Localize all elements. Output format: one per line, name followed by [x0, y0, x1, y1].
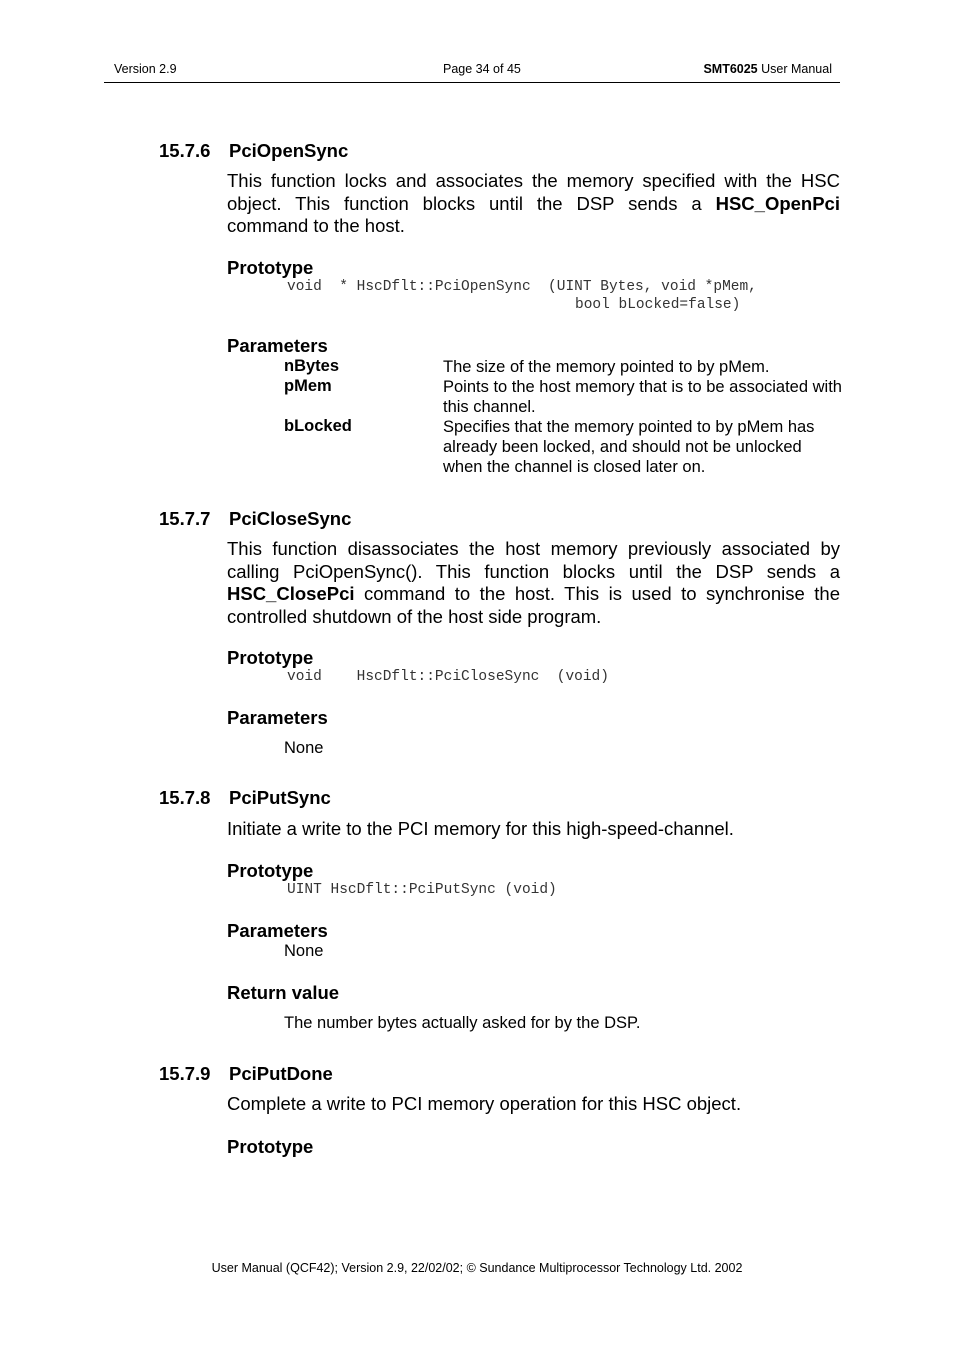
section-description — [227, 538, 840, 628]
prototype-label: Prototype — [227, 257, 314, 278]
header-manual-label: User Manual — [761, 62, 832, 76]
description-command: HSC_OpenPci — [715, 192, 840, 214]
section-heading-pciclosesync — [159, 508, 351, 530]
section-heading-pciputdone — [159, 1063, 333, 1085]
return-value-text: The number bytes actually asked for by the DSP. — [284, 1014, 641, 1032]
section-title: PciPutSync — [229, 787, 331, 808]
prototype-code-line: UINT HscDflt::PciPutSync (void) — [287, 882, 557, 898]
section-number: 15.7.8 — [159, 787, 211, 808]
description-command: HSC_ClosePci — [227, 583, 355, 604]
prototype-label: Prototype — [227, 860, 314, 881]
section-description — [227, 170, 840, 238]
param-description: Points to the host memory that is to be associated with this channel. — [443, 378, 842, 416]
header-product: SMT6025 — [703, 62, 758, 76]
prototype-label: Prototype — [227, 647, 314, 668]
parameters-none: None — [284, 739, 324, 757]
section-number: 15.7.6 — [159, 140, 211, 161]
param-name: bLocked — [284, 417, 352, 435]
section-title: PciOpenSync — [229, 140, 349, 161]
description-text: command to the host. This is used to synchronise the controlled shutdown of the host side program. — [227, 583, 840, 627]
param-name: pMem — [284, 377, 332, 395]
header-manual-title — [703, 62, 832, 76]
param-description: The size of the memory pointed to by pMem. — [443, 358, 770, 376]
description-text: This function locks and associates the memory specified with the HSC object. This function blocks until the DSP sends a — [227, 170, 840, 214]
section-heading-pciputsync — [159, 787, 331, 809]
parameters-label: Parameters — [227, 707, 328, 728]
section-number: 15.7.9 — [159, 1063, 211, 1084]
prototype-code-line: void * HscDflt::PciOpenSync (UINT Bytes, void *pMem, — [287, 279, 757, 295]
return-value-label: Return value — [227, 982, 340, 1003]
section-description: Complete a write to PCI memory operation for this HSC object. — [227, 1093, 742, 1114]
prototype-code-line: bool bLocked=false) — [575, 297, 741, 313]
prototype-code-line: void HscDflt::PciCloseSync (void) — [287, 669, 609, 685]
prototype-label: Prototype — [227, 1136, 314, 1157]
section-number: 15.7.7 — [159, 508, 211, 529]
section-heading-pciopensync — [159, 140, 348, 162]
parameters-label: Parameters — [227, 920, 328, 941]
description-text: command to the host. — [227, 215, 405, 236]
header-divider — [104, 82, 840, 83]
section-description: Initiate a write to the PCI memory for this high-speed-channel. — [227, 818, 734, 839]
page-footer: User Manual (QCF42); Version 2.9, 22/02/02; © Sundance Multiprocessor Technology Ltd. 2002 — [211, 1261, 743, 1275]
parameters-label: Parameters — [227, 335, 328, 356]
header-page-number: Page 34 of 45 — [443, 62, 521, 76]
param-name: nBytes — [284, 357, 340, 375]
parameters-none: None — [284, 942, 324, 960]
header-version: Version 2.9 — [114, 62, 177, 76]
section-title: PciCloseSync — [229, 508, 352, 529]
param-description: Specifies that the memory pointed to by pMem has already been locked, and should not be unlocked when the channel is closed later on. — [443, 418, 815, 476]
description-text: This function disassociates the host memory previously associated by calling PciOpenSync(). This function blocks until the DSP sends a — [227, 538, 840, 582]
section-title: PciPutDone — [229, 1063, 333, 1084]
